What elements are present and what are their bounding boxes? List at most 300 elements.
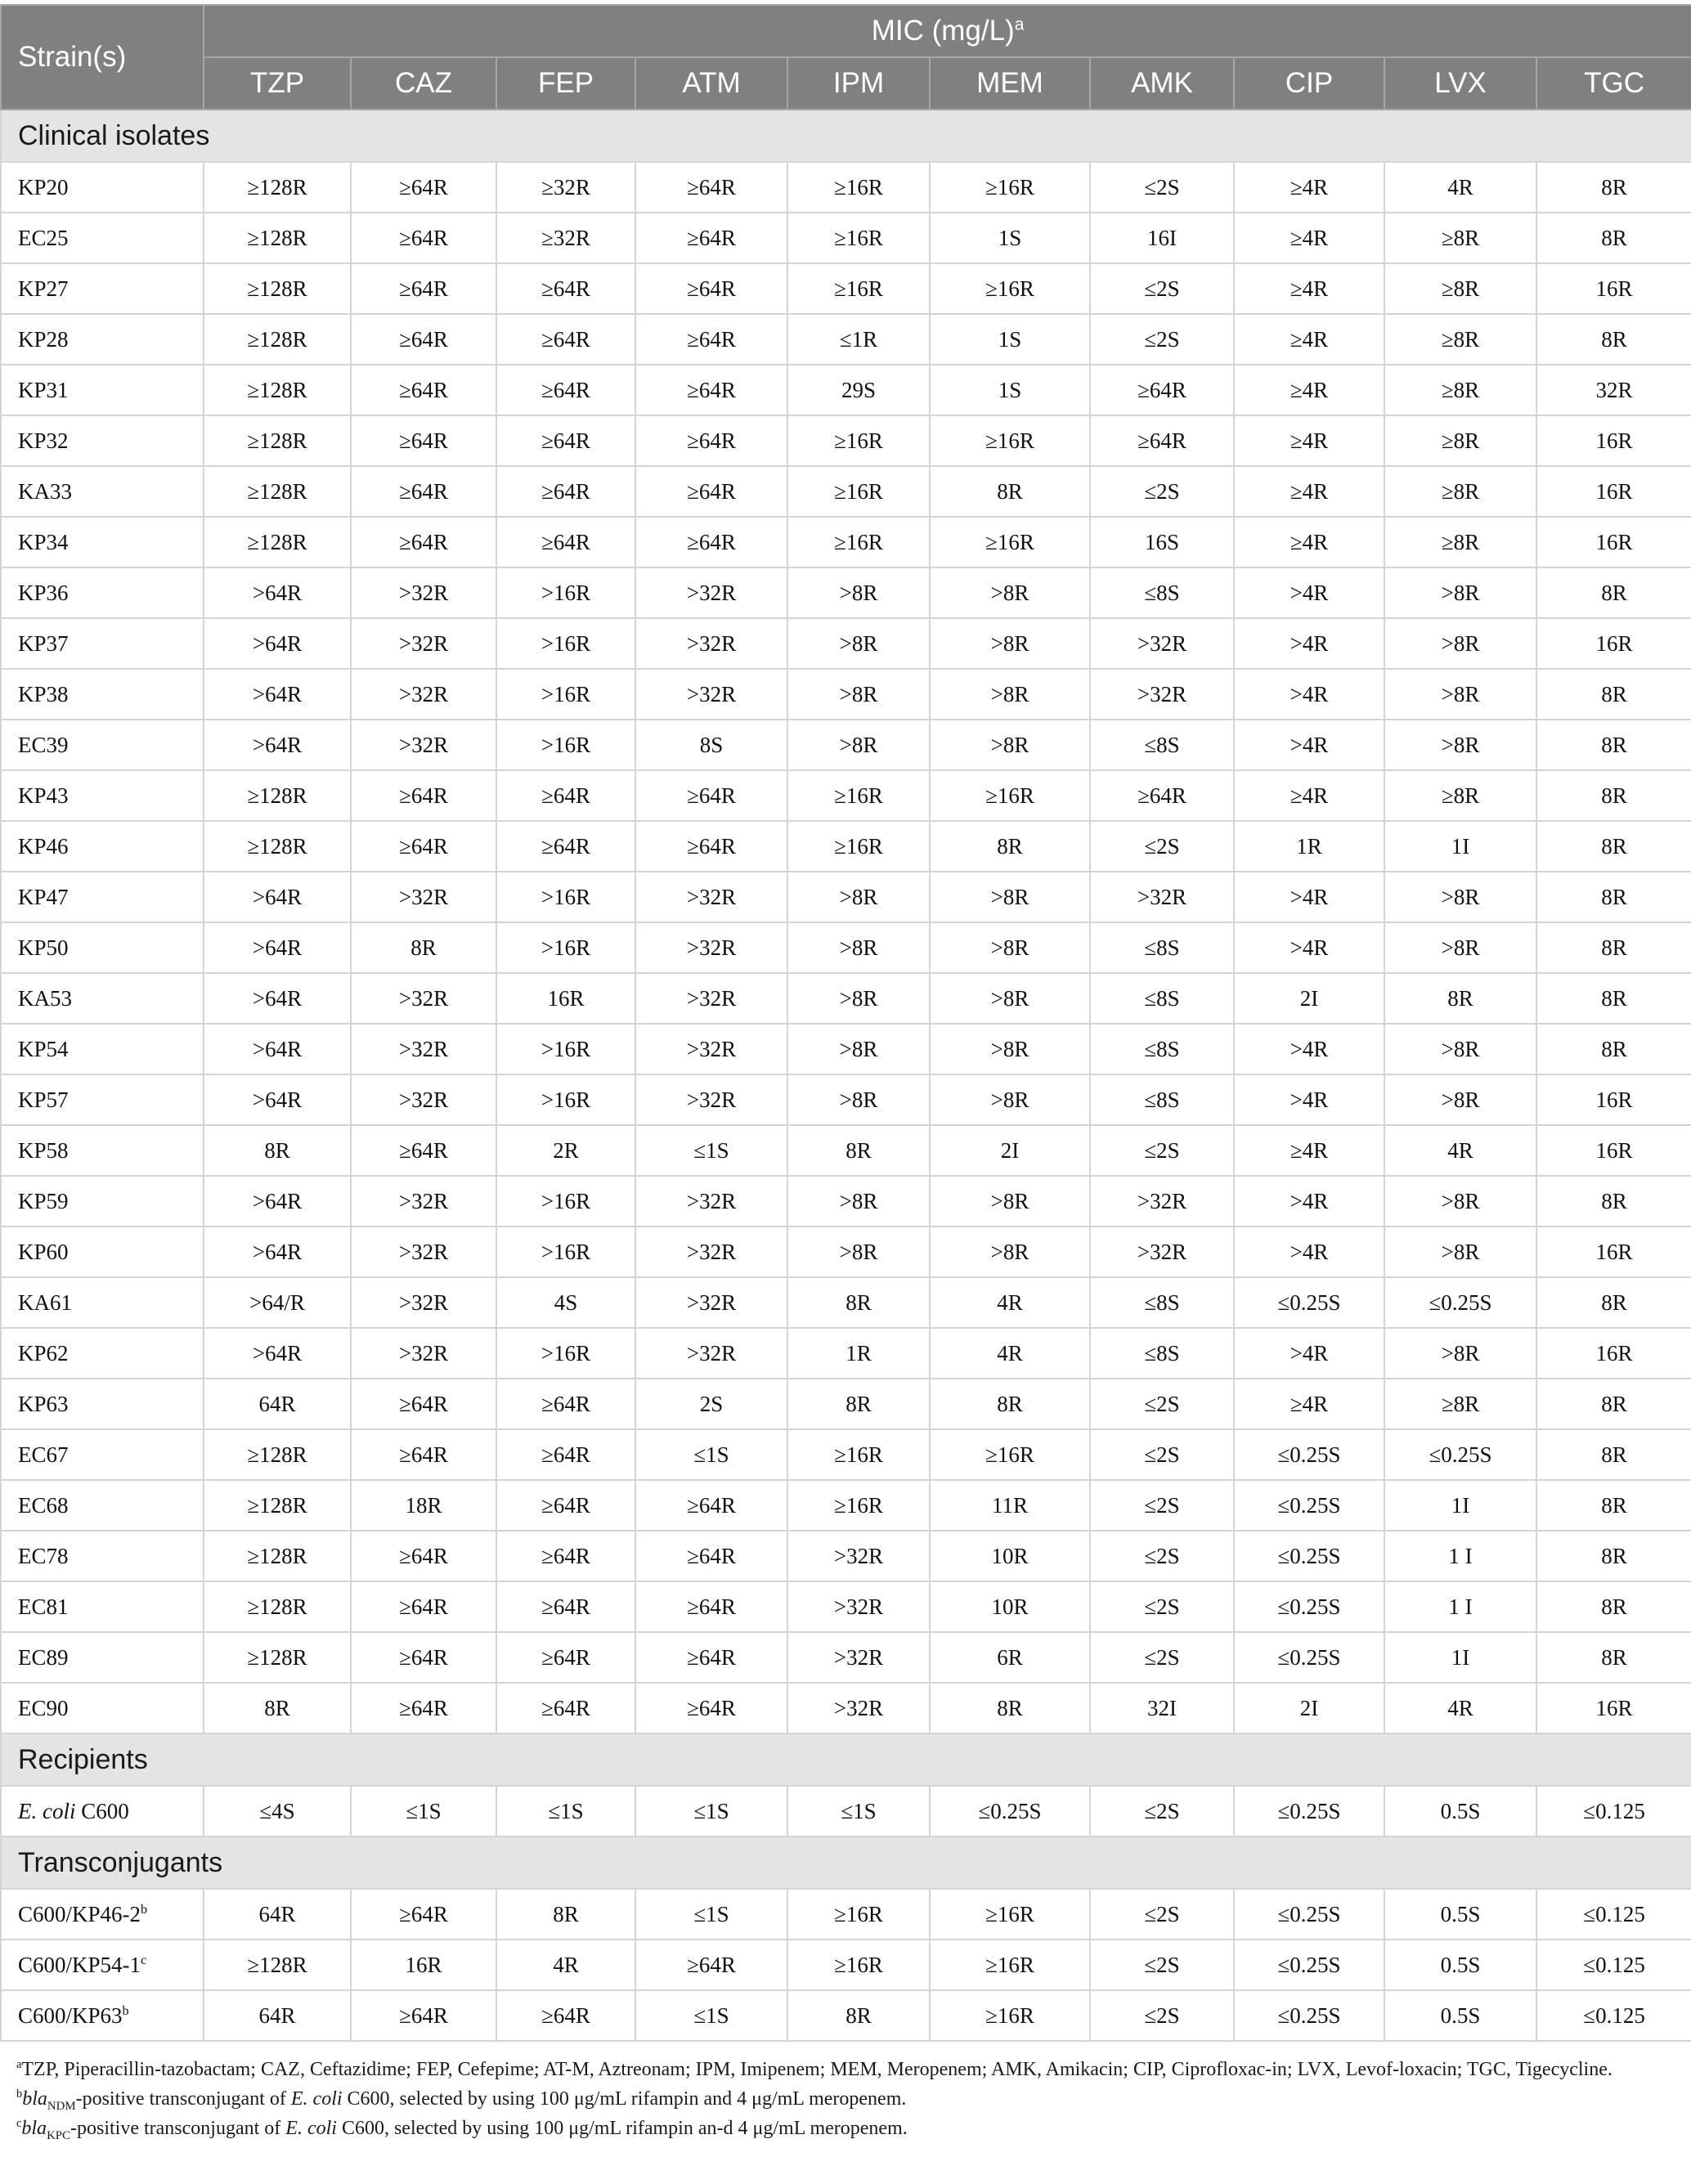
mic-cell-lvx: 4R <box>1384 1125 1536 1176</box>
mic-cell-cip: >4R <box>1234 567 1384 618</box>
mic-cell-ipm: 8R <box>787 1990 930 2041</box>
mic-cell-cip: >4R <box>1234 872 1384 922</box>
mic-cell-mem: 4R <box>930 1328 1090 1379</box>
mic-cell-mem: 8R <box>930 466 1090 517</box>
strain-name: KP63 <box>18 1391 69 1416</box>
mic-cell-cip: >4R <box>1234 1227 1384 1277</box>
table-row <box>1 263 1691 314</box>
mic-cell-tzp: >64R <box>204 872 351 922</box>
mic-cell-cip: ≥4R <box>1234 213 1384 263</box>
mic-cell-fep: >16R <box>496 1176 635 1227</box>
mic-cell-tzp: ≥128R <box>204 213 351 263</box>
mic-cell-tgc: 8R <box>1536 1632 1691 1683</box>
mic-cell-amk: 32I <box>1090 1683 1234 1733</box>
mic-cell-fep: ≥64R <box>496 1683 635 1733</box>
mic-cell-amk: ≤8S <box>1090 567 1234 618</box>
mic-cell-tzp: ≥128R <box>204 415 351 466</box>
mic-cell-ipm: ≥16R <box>787 1480 930 1531</box>
mic-cell-tzp: ≥128R <box>204 770 351 821</box>
mic-cell-ipm: >8R <box>787 1176 930 1227</box>
strain-cell <box>1 415 204 466</box>
mic-cell-fep: ≥64R <box>496 415 635 466</box>
mic-cell-tzp: >64R <box>204 1024 351 1074</box>
mic-cell-lvx: ≥8R <box>1384 415 1536 466</box>
mic-cell-tzp: 64R <box>204 1889 351 1940</box>
section-title: Transconjugants <box>1 1836 1691 1889</box>
mic-cell-mem: 8R <box>930 821 1090 872</box>
mic-cell-fep: >16R <box>496 669 635 720</box>
table-row <box>1 1581 1691 1632</box>
mic-cell-lvx: ≤0.25S <box>1384 1429 1536 1480</box>
mic-cell-mem: >8R <box>930 1176 1090 1227</box>
mic-cell-lvx: >8R <box>1384 1176 1536 1227</box>
mic-cell-cip: >4R <box>1234 1074 1384 1125</box>
mic-cell-cip: ≥4R <box>1234 365 1384 415</box>
mic-cell-cip: ≥4R <box>1234 314 1384 365</box>
mic-cell-cip: ≤0.25S <box>1234 1632 1384 1683</box>
mic-cell-atm: >32R <box>635 922 787 973</box>
mic-cell-cip: ≥4R <box>1234 466 1384 517</box>
strain-name: EC67 <box>18 1442 69 1467</box>
mic-cell-tgc: 16R <box>1536 1328 1691 1379</box>
mic-cell-fep: ≥64R <box>496 263 635 314</box>
mic-cell-mem: >8R <box>930 872 1090 922</box>
strain-name: KP31 <box>18 377 69 402</box>
mic-cell-lvx: ≥8R <box>1384 365 1536 415</box>
table-row <box>1 1632 1691 1683</box>
mic-cell-amk: ≤8S <box>1090 720 1234 770</box>
mic-cell-tzp: ≥128R <box>204 466 351 517</box>
drug-header-caz: CAZ <box>351 57 496 110</box>
mic-cell-caz: ≥64R <box>351 821 496 872</box>
strain-name: KP20 <box>18 174 69 200</box>
strain-cell <box>1 1328 204 1379</box>
mic-cell-lvx: ≥8R <box>1384 263 1536 314</box>
mic-cell-amk: ≤2S <box>1090 1632 1234 1683</box>
mic-cell-fep: ≥64R <box>496 1990 635 2041</box>
mic-cell-tgc: 16R <box>1536 466 1691 517</box>
strain-name: KA33 <box>18 478 72 504</box>
mic-cell-tgc: 16R <box>1536 618 1691 669</box>
mic-cell-amk: >32R <box>1090 618 1234 669</box>
mic-cell-ipm: ≥16R <box>787 213 930 263</box>
mic-cell-tzp: >64R <box>204 618 351 669</box>
mic-cell-cip: >4R <box>1234 720 1384 770</box>
mic-cell-atm: >32R <box>635 1074 787 1125</box>
mic-cell-mem: ≥16R <box>930 770 1090 821</box>
mic-cell-atm: ≥64R <box>635 517 787 567</box>
mic-cell-ipm: ≥16R <box>787 821 930 872</box>
mic-cell-amk: ≤8S <box>1090 1328 1234 1379</box>
mic-cell-mem: ≥16R <box>930 415 1090 466</box>
mic-cell-mem: 8R <box>930 1379 1090 1429</box>
mic-cell-cip: ≥4R <box>1234 770 1384 821</box>
mic-cell-cip: ≤0.25S <box>1234 1786 1384 1836</box>
mic-cell-cip: ≤0.25S <box>1234 1480 1384 1531</box>
mic-cell-tgc: 16R <box>1536 1683 1691 1733</box>
mic-cell-tzp: 64R <box>204 1990 351 2041</box>
table-row <box>1 618 1691 669</box>
mic-cell-atm: ≤1S <box>635 1990 787 2041</box>
mic-cell-atm: >32R <box>635 1024 787 1074</box>
mic-cell-amk: >32R <box>1090 872 1234 922</box>
mic-cell-lvx: 0.5S <box>1384 1990 1536 2041</box>
footnote-b: $^b$bla$_{NDM}$-positive transconjugant of E. coli C600, selected by using 100 μg/mL rifampin and 4 μg/mL meropenem. <box>16 2088 907 2113</box>
mic-cell-fep: 4R <box>496 1940 635 1990</box>
mic-cell-amk: ≤2S <box>1090 1940 1234 1990</box>
mic-cell-caz: ≥64R <box>351 213 496 263</box>
mic-cell-fep: ≥64R <box>496 365 635 415</box>
mic-cell-amk: ≤8S <box>1090 973 1234 1024</box>
mic-cell-tgc: 8R <box>1536 1429 1691 1480</box>
strain-name: KP60 <box>18 1239 69 1264</box>
mic-cell-caz: >32R <box>351 1227 496 1277</box>
mic-cell-tgc: ≤0.125 <box>1536 1990 1691 2041</box>
mic-cell-caz: >32R <box>351 1024 496 1074</box>
species-name: E. coli <box>18 1798 76 1823</box>
mic-cell-caz: ≥64R <box>351 263 496 314</box>
mic-cell-fep: ≥32R <box>496 162 635 213</box>
mic-cell-amk: 16I <box>1090 213 1234 263</box>
strain-name: C600/KP63 <box>18 2002 123 2028</box>
strain-name: KP43 <box>18 783 69 808</box>
mic-cell-lvx: ≥8R <box>1384 466 1536 517</box>
mic-cell-ipm: 29S <box>787 365 930 415</box>
mic-cell-caz: >32R <box>351 1176 496 1227</box>
strain-cell <box>1 517 204 567</box>
strain-cell <box>1 872 204 922</box>
table-row <box>1 365 1691 415</box>
mic-cell-amk: ≤2S <box>1090 1531 1234 1581</box>
mic-cell-atm: ≥64R <box>635 1480 787 1531</box>
mic-cell-caz: 18R <box>351 1480 496 1531</box>
mic-cell-tzp: ≥128R <box>204 1940 351 1990</box>
mic-cell-amk: ≤8S <box>1090 1024 1234 1074</box>
mic-cell-tgc: 16R <box>1536 517 1691 567</box>
mic-cell-ipm: >32R <box>787 1531 930 1581</box>
mic-cell-amk: ≤8S <box>1090 922 1234 973</box>
table-row <box>1 1429 1691 1480</box>
mic-cell-tgc: 8R <box>1536 770 1691 821</box>
mic-cell-atm: 2S <box>635 1379 787 1429</box>
mic-cell-mem: ≥16R <box>930 1889 1090 1940</box>
strain-name: KP36 <box>18 580 69 605</box>
mic-cell-lvx: >8R <box>1384 1227 1536 1277</box>
mic-cell-fep: >16R <box>496 1328 635 1379</box>
table-row <box>1 1328 1691 1379</box>
mic-cell-cip: ≥4R <box>1234 517 1384 567</box>
mic-cell-lvx: 8R <box>1384 973 1536 1024</box>
mic-cell-tgc: 8R <box>1536 1277 1691 1328</box>
mic-cell-mem: >8R <box>930 1074 1090 1125</box>
mic-cell-ipm: >8R <box>787 973 930 1024</box>
strain-cell <box>1 1074 204 1125</box>
mic-cell-ipm: ≥16R <box>787 263 930 314</box>
table-body <box>1 110 1691 2041</box>
strain-name: C600/KP46-2 <box>18 1901 141 1926</box>
table-row <box>1 1125 1691 1176</box>
mic-cell-caz: ≥64R <box>351 1683 496 1733</box>
strain-cell <box>1 720 204 770</box>
mic-cell-cip: >4R <box>1234 1176 1384 1227</box>
mic-cell-cip: >4R <box>1234 922 1384 973</box>
strain-cell <box>1 162 204 213</box>
mic-cell-caz: ≥64R <box>351 1889 496 1940</box>
mic-cell-caz: ≥64R <box>351 517 496 567</box>
mic-cell-mem: ≥16R <box>930 1990 1090 2041</box>
mic-cell-mem: ≤0.25S <box>930 1786 1090 1836</box>
mic-cell-cip: ≤0.25S <box>1234 1940 1384 1990</box>
mic-cell-mem: 2I <box>930 1125 1090 1176</box>
mic-cell-atm: ≥64R <box>635 1531 787 1581</box>
mic-cell-cip: >4R <box>1234 669 1384 720</box>
mic-cell-ipm: ≥16R <box>787 1889 930 1940</box>
mic-cell-fep: ≥64R <box>496 517 635 567</box>
mic-cell-amk: >32R <box>1090 1227 1234 1277</box>
mic-cell-cip: ≤0.25S <box>1234 1531 1384 1581</box>
header-row-top <box>1 5 1691 57</box>
mic-cell-tgc: 16R <box>1536 415 1691 466</box>
mic-cell-tgc: 8R <box>1536 669 1691 720</box>
mic-cell-amk: ≤2S <box>1090 1379 1234 1429</box>
mic-cell-fep: >16R <box>496 872 635 922</box>
strain-name: KP28 <box>18 326 69 352</box>
mic-cell-caz: >32R <box>351 1074 496 1125</box>
strain-name: KP54 <box>18 1036 69 1061</box>
mic-cell-mem: 8R <box>930 1683 1090 1733</box>
mic-cell-caz: ≥64R <box>351 162 496 213</box>
mic-cell-lvx: 1 I <box>1384 1581 1536 1632</box>
mic-cell-tzp: >64R <box>204 669 351 720</box>
strain-name: KP46 <box>18 833 69 859</box>
mic-cell-cip: 2I <box>1234 1683 1384 1733</box>
mic-cell-caz: >32R <box>351 567 496 618</box>
section-title: Recipients <box>1 1733 1691 1786</box>
mic-cell-fep: ≥64R <box>496 1581 635 1632</box>
mic-cell-tgc: 8R <box>1536 922 1691 973</box>
mic-cell-amk: ≤2S <box>1090 162 1234 213</box>
strain-cell <box>1 1786 204 1836</box>
strain-cell <box>1 365 204 415</box>
table-row <box>1 1277 1691 1328</box>
table-row <box>1 770 1691 821</box>
drug-header-cip: CIP <box>1234 57 1384 110</box>
mic-cell-mem: ≥16R <box>930 162 1090 213</box>
mic-cell-lvx: >8R <box>1384 922 1536 973</box>
mic-cell-fep: >16R <box>496 1227 635 1277</box>
mic-cell-caz: 8R <box>351 922 496 973</box>
mic-cell-tgc: 8R <box>1536 973 1691 1024</box>
mic-cell-lvx: ≥8R <box>1384 1379 1536 1429</box>
mic-cell-atm: ≥64R <box>635 821 787 872</box>
strain-name: EC89 <box>18 1644 69 1670</box>
table-row <box>1 1176 1691 1227</box>
mic-cell-atm: >32R <box>635 1328 787 1379</box>
mic-cell-mem: >8R <box>930 922 1090 973</box>
mic-cell-caz: >32R <box>351 669 496 720</box>
strain-footnote-mark: b <box>122 2002 129 2018</box>
drug-header-lvx: LVX <box>1384 57 1536 110</box>
mic-cell-atm: >32R <box>635 1277 787 1328</box>
strain-name: KP32 <box>18 428 69 453</box>
mic-cell-amk: ≤8S <box>1090 1277 1234 1328</box>
mic-cell-tzp: ≤4S <box>204 1786 351 1836</box>
mic-cell-fep: ≥64R <box>496 821 635 872</box>
mic-cell-ipm: >8R <box>787 872 930 922</box>
mic-cell-ipm: ≥16R <box>787 1429 930 1480</box>
strain-cell <box>1 922 204 973</box>
mic-cell-atm: ≥64R <box>635 1581 787 1632</box>
mic-cell-tzp: ≥128R <box>204 1480 351 1531</box>
strain-name: KP37 <box>18 630 69 656</box>
mic-cell-atm: 8S <box>635 720 787 770</box>
strain-name: KP34 <box>18 529 69 554</box>
mic-cell-caz: ≥64R <box>351 314 496 365</box>
mic-cell-cip: ≤0.25S <box>1234 1889 1384 1940</box>
mic-cell-caz: >32R <box>351 1328 496 1379</box>
mic-cell-caz: ≥64R <box>351 1125 496 1176</box>
mic-cell-tgc: 16R <box>1536 263 1691 314</box>
mic-cell-tzp: ≥128R <box>204 517 351 567</box>
strain-name: EC39 <box>18 732 69 757</box>
mic-cell-lvx: >8R <box>1384 567 1536 618</box>
mic-cell-lvx: 1I <box>1384 1480 1536 1531</box>
mic-cell-amk: ≤2S <box>1090 1581 1234 1632</box>
mic-cell-lvx: 1 I <box>1384 1531 1536 1581</box>
mic-cell-ipm: 8R <box>787 1125 930 1176</box>
mic-cell-lvx: 1I <box>1384 1632 1536 1683</box>
mic-cell-mem: ≥16R <box>930 1940 1090 1990</box>
mic-cell-cip: ≥4R <box>1234 1125 1384 1176</box>
strain-cell <box>1 213 204 263</box>
section-row <box>1 1836 1691 1889</box>
footnotes <box>16 2056 1676 2144</box>
mic-cell-tzp: >64R <box>204 922 351 973</box>
mic-cell-tgc: 8R <box>1536 314 1691 365</box>
mic-cell-lvx: ≥8R <box>1384 517 1536 567</box>
table-row <box>1 415 1691 466</box>
mic-cell-amk: ≤2S <box>1090 263 1234 314</box>
mic-cell-cip: ≤0.25S <box>1234 1429 1384 1480</box>
strain-cell <box>1 1125 204 1176</box>
mic-cell-lvx: ≥8R <box>1384 770 1536 821</box>
mic-cell-fep: 2R <box>496 1125 635 1176</box>
mic-cell-cip: ≤0.25S <box>1234 1990 1384 2041</box>
table-row <box>1 1074 1691 1125</box>
mic-cell-lvx: >8R <box>1384 618 1536 669</box>
mic-cell-caz: ≥64R <box>351 770 496 821</box>
mic-cell-fep: ≥64R <box>496 770 635 821</box>
mic-cell-caz: >32R <box>351 973 496 1024</box>
mic-cell-tgc: ≤0.125 <box>1536 1786 1691 1836</box>
mic-cell-mem: 1S <box>930 213 1090 263</box>
mic-cell-fep: ≥32R <box>496 213 635 263</box>
mic-cell-fep: >16R <box>496 1074 635 1125</box>
mic-cell-mem: >8R <box>930 669 1090 720</box>
mic-label: MIC (mg/L) <box>871 15 1015 47</box>
strain-name: KP47 <box>18 884 69 909</box>
table-row <box>1 517 1691 567</box>
mic-cell-fep: ≥64R <box>496 1632 635 1683</box>
strain-cell <box>1 1990 204 2041</box>
table-row <box>1 1227 1691 1277</box>
mic-cell-ipm: ≤1S <box>787 1786 930 1836</box>
strain-cell <box>1 1531 204 1581</box>
strain-cell <box>1 618 204 669</box>
strain-name: KP50 <box>18 935 69 960</box>
strain-cell <box>1 1632 204 1683</box>
mic-cell-lvx: >8R <box>1384 1328 1536 1379</box>
mic-cell-fep: >16R <box>496 720 635 770</box>
mic-cell-mem: ≥16R <box>930 1429 1090 1480</box>
mic-cell-cip: ≥4R <box>1234 162 1384 213</box>
mic-cell-caz: ≥64R <box>351 1581 496 1632</box>
mic-cell-lvx: 0.5S <box>1384 1889 1536 1940</box>
table-row <box>1 821 1691 872</box>
table-row <box>1 1379 1691 1429</box>
mic-cell-amk: ≤2S <box>1090 1786 1234 1836</box>
mic-cell-atm: ≥64R <box>635 1940 787 1990</box>
table-row <box>1 1990 1691 2041</box>
mic-cell-lvx: >8R <box>1384 1024 1536 1074</box>
strain-cell <box>1 567 204 618</box>
mic-cell-mem: 10R <box>930 1531 1090 1581</box>
mic-cell-caz: ≥64R <box>351 1990 496 2041</box>
table-row <box>1 466 1691 517</box>
mic-cell-cip: 2I <box>1234 973 1384 1024</box>
drug-header-atm: ATM <box>635 57 787 110</box>
mic-cell-ipm: ≥16R <box>787 770 930 821</box>
mic-cell-mem: >8R <box>930 973 1090 1024</box>
mic-cell-ipm: ≥16R <box>787 1940 930 1990</box>
mic-cell-ipm: 8R <box>787 1379 930 1429</box>
mic-cell-lvx: ≥8R <box>1384 213 1536 263</box>
mic-cell-mem: 6R <box>930 1632 1090 1683</box>
strain-cell <box>1 973 204 1024</box>
strain-cell <box>1 314 204 365</box>
strain-cell <box>1 770 204 821</box>
mic-cell-amk: ≤2S <box>1090 1429 1234 1480</box>
drug-header-ipm: IPM <box>787 57 930 110</box>
mic-cell-tgc: 8R <box>1536 1581 1691 1632</box>
mic-cell-atm: ≤1S <box>635 1786 787 1836</box>
mic-cell-ipm: >32R <box>787 1632 930 1683</box>
mic-cell-fep: >16R <box>496 922 635 973</box>
mic-cell-tgc: 8R <box>1536 1531 1691 1581</box>
section-row <box>1 1733 1691 1786</box>
strain-name: EC78 <box>18 1543 69 1568</box>
strain-name: EC90 <box>18 1695 69 1720</box>
mic-cell-amk: ≤2S <box>1090 1990 1234 2041</box>
drug-header-tgc: TGC <box>1536 57 1691 110</box>
strain-name: EC25 <box>18 225 69 250</box>
strain-cell <box>1 1683 204 1733</box>
mic-cell-tzp: >64R <box>204 720 351 770</box>
mic-cell-tgc: 8R <box>1536 162 1691 213</box>
strain-cell <box>1 1429 204 1480</box>
mic-cell-tgc: 8R <box>1536 720 1691 770</box>
mic-cell-ipm: ≥16R <box>787 162 930 213</box>
strain-footnote-mark: c <box>141 1952 147 1967</box>
mic-cell-mem: 11R <box>930 1480 1090 1531</box>
table-row <box>1 213 1691 263</box>
mic-cell-ipm: >8R <box>787 618 930 669</box>
mic-cell-ipm: 1R <box>787 1328 930 1379</box>
strain-cell <box>1 1176 204 1227</box>
table-row <box>1 669 1691 720</box>
mic-cell-ipm: >8R <box>787 1227 930 1277</box>
mic-cell-atm: >32R <box>635 669 787 720</box>
